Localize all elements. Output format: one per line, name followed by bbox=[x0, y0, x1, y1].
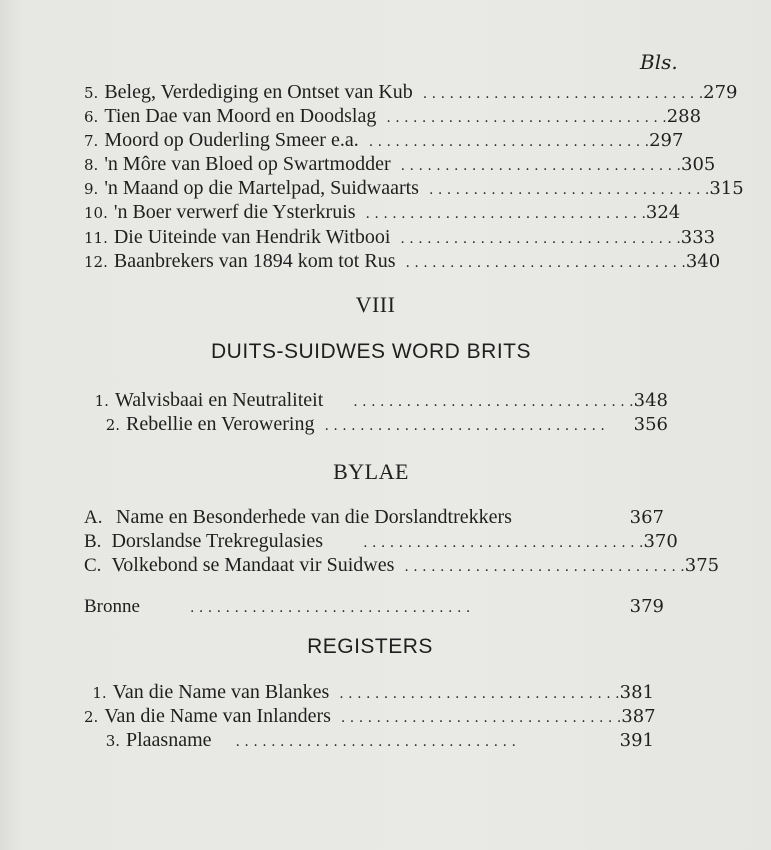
leader-dots: . . . . . . . . . . . . . . . . . . . . . . . . . . . . . . . . bbox=[400, 158, 682, 174]
entry-number: 12. bbox=[84, 253, 108, 271]
entry-title: Name en Besonderhede van die Dorslandtrekkers bbox=[116, 506, 512, 528]
entry-page: 297 bbox=[649, 130, 684, 151]
entry-number: 8. bbox=[84, 156, 99, 174]
entry-page: 288 bbox=[666, 106, 702, 127]
leader-dots: . . . . . . . . . . . . . . . . . . . . . . . . . . . . . . . . bbox=[363, 535, 644, 551]
entry-number: 1. bbox=[94, 392, 109, 410]
leader-dots: . . . . . . . . . . . . . . . . . . . . . . . . . . . . . . . . bbox=[368, 134, 650, 150]
toc-entry bbox=[84, 105, 702, 129]
toc-entry bbox=[84, 729, 654, 753]
leader-dots: . . . . . . . . . . . . . . . . . . . . . . . . . . . . . . . . bbox=[339, 686, 620, 702]
entry-title: Die Uiteinde van Hendrik Witbooi bbox=[113, 226, 391, 248]
toc-entry bbox=[84, 226, 716, 250]
entry-number: 1. bbox=[92, 684, 107, 702]
sources-entry bbox=[84, 596, 664, 620]
entry-title: Van die Name van Inlanders bbox=[104, 705, 331, 727]
entry-page: 340 bbox=[685, 251, 721, 272]
toc-entry bbox=[84, 153, 716, 177]
entry-title: 'n Maand op die Martelpad, Suidwaarts bbox=[104, 177, 419, 199]
page-column-header: Bls. bbox=[640, 50, 678, 74]
leader-dots: . . . . . . . . . . . . . . . . . . . . . . . . . . . . . . . . bbox=[428, 182, 710, 198]
entry-title: 'n Boer verwerf die Ysterkruis bbox=[113, 201, 356, 223]
leader-dots: . . . . . . . . . . . . . . . . . . . . . . . . . . . . . . . . bbox=[422, 86, 704, 102]
entry-page: 387 bbox=[621, 706, 656, 727]
entry-title: Moord op Ouderling Smeer e.a. bbox=[104, 129, 359, 151]
toc-entry bbox=[84, 554, 720, 578]
leader-dots: . . . . . . . . . . . . . . . . . . . . . . . . . . . . . . . . bbox=[400, 231, 681, 247]
leader-dots: . . . . . . . . . . . . . . . . . . . . . . . . . . . . . . . . bbox=[365, 206, 646, 222]
leader-dots: . . . . . . . . . . . . . . . . . . . . . . . . . . . . . . . . bbox=[404, 559, 685, 575]
toc-entry bbox=[84, 530, 678, 554]
leader-dots: . . . . . . . . . . . . . . . . . . . . . . . . . . . . . . . . bbox=[386, 110, 667, 126]
entry-number: 9. bbox=[84, 180, 99, 198]
entry-title: Beleg, Verdediging en Ontset van Kub bbox=[104, 81, 413, 103]
entry-title: Van die Name van Blankes bbox=[112, 681, 330, 703]
entry-number: 11. bbox=[84, 229, 108, 247]
toc-entry bbox=[84, 201, 681, 225]
leader-dots: . . . . . . . . . . . . . . . . . . . . . . . . . . . . . . . . bbox=[324, 418, 605, 434]
entry-page: 348 bbox=[633, 390, 668, 411]
toc-entry bbox=[84, 389, 668, 413]
section-title: DUITS-SUIDWES WORD BRITS bbox=[211, 340, 531, 363]
entry-page: 391 bbox=[619, 730, 654, 751]
toc-entry bbox=[84, 413, 668, 437]
entry-letter: A. bbox=[84, 507, 103, 528]
entry-title: Volkebond se Mandaat vir Suidwes bbox=[111, 554, 395, 576]
entry-title: Tien Dae van Moord en Doodslag bbox=[104, 105, 377, 127]
leader-dots: . . . . . . . . . . . . . . . . . . . . . . . . . . . . . . . . bbox=[340, 710, 622, 726]
leader-dots: . . . . . . . . . . . . . . . . . . . . . . . . . . . . . . . . bbox=[405, 255, 686, 271]
toc-entry bbox=[84, 681, 654, 705]
entry-title: Plaasname bbox=[126, 729, 212, 751]
entry-page: 375 bbox=[684, 555, 720, 576]
entry-title: 'n Môre van Bloed op Swartmodder bbox=[104, 153, 391, 175]
toc-entry bbox=[84, 250, 721, 274]
entry-title: Bronne bbox=[84, 596, 140, 617]
entry-number: 5. bbox=[84, 84, 99, 102]
entry-letter: B. bbox=[84, 531, 102, 552]
toc-entry bbox=[84, 177, 744, 201]
toc-entry bbox=[84, 506, 664, 530]
entry-number: 2. bbox=[105, 416, 120, 434]
entry-number: 6. bbox=[84, 108, 99, 126]
toc-entry bbox=[84, 129, 684, 153]
toc-entry bbox=[84, 81, 738, 105]
leader-dots: . . . . . . . . . . . . . . . . . . . . . . . . . . . . . . . . bbox=[189, 600, 471, 616]
leader-dots: . . . . . . . . . . . . . . . . . . . . . . . . . . . . . . . . bbox=[353, 394, 634, 410]
toc-entry bbox=[84, 705, 654, 729]
entry-page: 356 bbox=[633, 414, 668, 435]
entry-page: 279 bbox=[703, 82, 738, 103]
entry-number: 10. bbox=[84, 204, 108, 222]
section-numeral: VIII bbox=[355, 292, 396, 317]
entry-page: 381 bbox=[619, 682, 654, 703]
entry-number: 3. bbox=[105, 732, 120, 750]
entry-page: 333 bbox=[680, 227, 716, 248]
appendix-heading: BYLAE bbox=[333, 459, 409, 484]
entry-page: 370 bbox=[643, 531, 678, 552]
entry-page: 324 bbox=[645, 202, 681, 223]
entry-title: Baanbrekers van 1894 kom tot Rus bbox=[113, 250, 396, 272]
entry-title: Dorslandse Trekregulasies bbox=[111, 530, 324, 552]
entry-number: 7. bbox=[84, 132, 99, 150]
entry-number: 2. bbox=[84, 708, 99, 726]
entry-page: 379 bbox=[629, 596, 664, 617]
leader-dots: . . . . . . . . . . . . . . . . . . . . . . . . . . . . . . . . bbox=[235, 734, 516, 750]
entry-letter: C. bbox=[84, 555, 102, 576]
entry-page: 315 bbox=[709, 178, 744, 199]
entry-page: 367 bbox=[629, 507, 664, 528]
entry-title: Rebellie en Verowering bbox=[126, 413, 315, 435]
registers-heading: REGISTERS bbox=[307, 635, 433, 658]
entry-page: 305 bbox=[681, 154, 716, 175]
entry-title: Walvisbaai en Neutraliteit bbox=[114, 389, 324, 411]
